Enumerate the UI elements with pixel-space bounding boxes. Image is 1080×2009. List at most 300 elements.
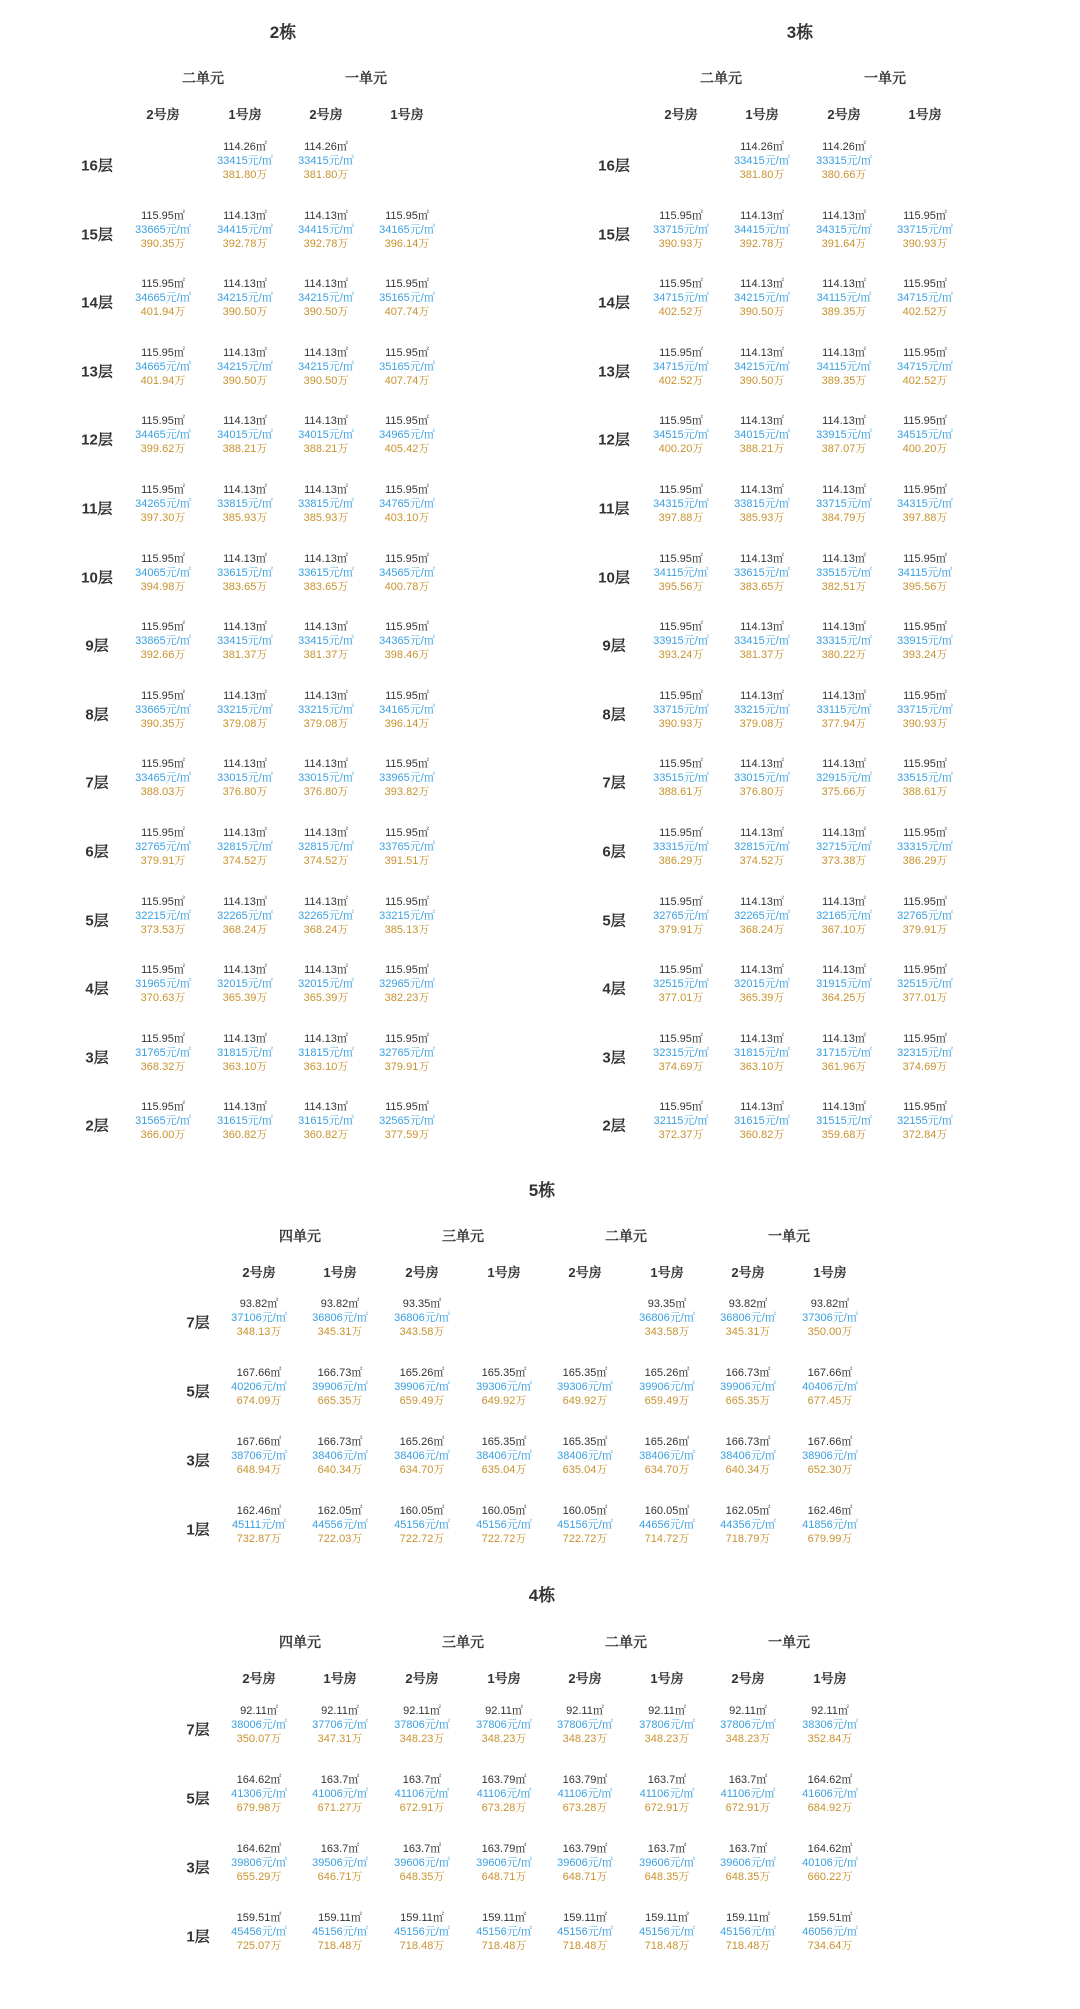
area-value: 115.95㎡ (385, 827, 429, 839)
total-price-value: 390.50万 (739, 306, 785, 319)
total-price-value: 390.93万 (902, 237, 948, 250)
total-price-value: 370.63万 (140, 992, 186, 1005)
area-value: 165.26㎡ (399, 1367, 445, 1379)
room-header: 1号房 (813, 1671, 847, 1686)
area-value: 115.95㎡ (903, 209, 947, 222)
area-value: 115.95㎡ (141, 689, 185, 702)
unit-cell (780, 1842, 880, 1884)
unit-price-value: 33615元/㎡ (298, 566, 354, 579)
total-price-value: 634.70万 (399, 1464, 445, 1476)
area-value: 166.73㎡ (317, 1436, 363, 1448)
floor-label: 6层 (602, 843, 626, 861)
area-value: 114.13㎡ (223, 689, 267, 702)
total-price-value: 366.00万 (140, 1129, 186, 1142)
room-header: 1号房 (745, 107, 779, 122)
total-price-value: 377.01万 (658, 992, 704, 1005)
area-value: 115.95㎡ (141, 346, 185, 359)
unit-cell (357, 1100, 457, 1142)
total-price-value: 718.48万 (399, 1940, 445, 1952)
floor-label: 4层 (85, 980, 109, 998)
floor-label: 7层 (85, 774, 109, 792)
area-value: 114.13㎡ (822, 552, 866, 565)
unit-price-value: 33415元/㎡ (217, 635, 273, 648)
total-price-value: 393.82万 (384, 786, 430, 799)
unit-price-value: 31565元/㎡ (135, 1115, 191, 1128)
unit-price-value: 33615元/㎡ (734, 566, 790, 579)
total-price-value: 379.91万 (658, 923, 704, 936)
total-price-value: 385.93万 (222, 512, 268, 524)
unit-price-value: 35165元/㎡ (379, 360, 435, 373)
unit-price-value: 33915元/㎡ (816, 429, 872, 442)
unit-price-value: 31965元/㎡ (135, 978, 191, 991)
total-price-value: 377.01万 (902, 992, 948, 1005)
area-value: 115.95㎡ (903, 1101, 947, 1114)
floor-label: 1层 (186, 1521, 210, 1539)
unit-price-value: 45156元/㎡ (394, 1926, 450, 1938)
unit-price-value: 38406元/㎡ (394, 1450, 450, 1462)
unit-price-value: 34415元/㎡ (217, 223, 273, 236)
area-value: 163.7㎡ (647, 1843, 687, 1855)
area-value: 163.7㎡ (728, 1774, 768, 1786)
unit-price-value: 37806元/㎡ (394, 1719, 450, 1731)
total-price-value: 734.64万 (807, 1940, 853, 1952)
area-value: 165.35㎡ (481, 1367, 527, 1379)
floor-label: 2层 (602, 1117, 626, 1135)
unit-price-value: 32765元/㎡ (653, 909, 709, 922)
unit-price-value: 31615元/㎡ (298, 1115, 354, 1128)
unit-price-value: 39906元/㎡ (312, 1381, 368, 1393)
total-price-value: 348.13万 (236, 1326, 282, 1338)
area-value: 114.13㎡ (304, 209, 348, 222)
area-value: 115.95㎡ (141, 827, 185, 839)
unit-cell (780, 1435, 880, 1477)
area-value: 115.95㎡ (385, 552, 429, 565)
unit-price-value: 33715元/㎡ (897, 703, 953, 716)
area-value: 160.05㎡ (562, 1505, 608, 1517)
total-price-value: 407.74万 (384, 306, 430, 319)
total-price-value: 376.80万 (739, 786, 785, 799)
total-price-value: 348.23万 (399, 1733, 445, 1745)
total-price-value: 388.61万 (658, 786, 704, 799)
total-price-value: 648.35万 (644, 1871, 690, 1883)
unit-cell (875, 483, 975, 525)
unit-price-value: 32765元/㎡ (135, 841, 191, 853)
unit-header: 三单元 (442, 1228, 484, 1244)
area-value: 115.95㎡ (659, 621, 703, 634)
unit-cell (875, 1032, 975, 1074)
room-header: 1号房 (650, 1265, 684, 1280)
unit-header: 一单元 (768, 1228, 810, 1244)
total-price-value: 718.48万 (562, 1940, 608, 1952)
floor-label: 8层 (602, 706, 626, 724)
unit-price-value: 34215元/㎡ (298, 360, 354, 373)
unit-price-value: 39606元/㎡ (720, 1857, 776, 1869)
unit-price-value: 32015元/㎡ (217, 978, 273, 991)
floor-label: 7层 (186, 1314, 210, 1332)
area-value: 114.13㎡ (740, 278, 784, 291)
area-value: 165.35㎡ (481, 1436, 527, 1448)
unit-price-value: 33965元/㎡ (379, 772, 435, 785)
unit-cell (276, 140, 376, 182)
total-price-value: 392.78万 (739, 237, 785, 250)
unit-price-value: 40106元/㎡ (802, 1857, 858, 1869)
unit-price-value: 32515元/㎡ (653, 978, 709, 991)
total-price-value: 383.65万 (303, 580, 349, 593)
unit-header: 一单元 (345, 70, 387, 86)
total-price-value: 397.88万 (902, 512, 948, 524)
total-price-value: 684.92万 (807, 1802, 853, 1814)
room-header: 2号房 (309, 107, 343, 122)
unit-price-value: 38406元/㎡ (557, 1450, 613, 1462)
unit-price-value: 45156元/㎡ (557, 1926, 613, 1938)
total-price-value: 372.37万 (658, 1129, 704, 1142)
area-value: 114.13㎡ (740, 621, 784, 634)
unit-price-value: 45156元/㎡ (476, 1926, 532, 1938)
total-price-value: 407.74万 (384, 374, 430, 387)
total-price-value: 360.82万 (303, 1129, 349, 1142)
total-price-value: 376.80万 (222, 786, 268, 799)
total-price-value: 368.32万 (140, 1060, 186, 1073)
total-price-value: 373.38万 (821, 855, 867, 867)
total-price-value: 635.04万 (562, 1464, 608, 1476)
area-value: 92.11㎡ (485, 1705, 523, 1717)
area-value: 115.95㎡ (659, 484, 703, 496)
unit-header: 二单元 (605, 1634, 647, 1650)
area-value: 115.95㎡ (659, 758, 703, 771)
unit-price-value: 34665元/㎡ (135, 292, 191, 305)
total-price-value: 390.50万 (739, 374, 785, 387)
floor-label: 7层 (186, 1721, 210, 1739)
total-price-value: 722.03万 (317, 1533, 363, 1545)
unit-price-value: 34315元/㎡ (653, 498, 709, 510)
unit-price-value: 40406元/㎡ (802, 1381, 858, 1393)
total-price-value: 363.10万 (739, 1060, 785, 1073)
area-value: 114.13㎡ (223, 552, 267, 565)
area-value: 92.11㎡ (566, 1705, 604, 1717)
total-price-value: 380.66万 (821, 169, 867, 181)
unit-price-value: 33515元/㎡ (653, 772, 709, 785)
total-price-value: 665.35万 (725, 1395, 771, 1407)
room-header: 2号房 (405, 1671, 439, 1686)
area-value: 115.95㎡ (903, 1032, 947, 1045)
total-price-value: 381.37万 (303, 649, 349, 662)
unit-price-value: 40206元/㎡ (231, 1381, 287, 1393)
total-price-value: 722.72万 (399, 1533, 445, 1545)
total-price-value: 400.78万 (384, 580, 430, 593)
total-price-value: 388.03万 (140, 786, 186, 799)
area-value: 115.95㎡ (385, 964, 429, 977)
area-value: 114.13㎡ (223, 895, 267, 908)
unit-header: 四单元 (279, 1228, 321, 1244)
area-value: 164.62㎡ (807, 1843, 853, 1855)
area-value: 115.95㎡ (903, 278, 947, 291)
area-value: 114.13㎡ (822, 964, 866, 977)
unit-price-value: 36806元/㎡ (312, 1312, 368, 1324)
area-value: 163.79㎡ (481, 1774, 527, 1786)
floor-label: 11层 (598, 500, 630, 518)
unit-price-value: 33715元/㎡ (653, 223, 709, 236)
unit-price-value: 41106元/㎡ (557, 1788, 613, 1800)
area-value: 114.13㎡ (223, 758, 267, 771)
area-value: 92.11㎡ (648, 1705, 686, 1717)
floor-label: 10层 (598, 569, 630, 587)
total-price-value: 679.98万 (236, 1802, 282, 1814)
total-price-value: 377.94万 (821, 717, 867, 730)
total-price-value: 382.51万 (821, 580, 867, 593)
area-value: 114.13㎡ (822, 484, 866, 496)
unit-cell (875, 620, 975, 662)
area-value: 159.51㎡ (236, 1912, 282, 1924)
unit-price-value: 31815元/㎡ (217, 1046, 273, 1059)
area-value: 114.13㎡ (223, 346, 267, 359)
total-price-value: 403.10万 (384, 512, 430, 524)
unit-price-value: 33765元/㎡ (379, 841, 435, 853)
total-price-value: 379.08万 (739, 717, 785, 730)
total-price-value: 655.29万 (236, 1871, 282, 1883)
total-price-value: 648.94万 (236, 1464, 282, 1476)
area-value: 114.13㎡ (304, 552, 348, 565)
area-value: 114.13㎡ (822, 278, 866, 291)
area-value: 162.05㎡ (725, 1505, 771, 1517)
area-value: 160.05㎡ (399, 1505, 445, 1517)
unit-price-value: 34215元/㎡ (298, 292, 354, 305)
unit-price-value: 33015元/㎡ (298, 772, 354, 785)
area-value: 115.95㎡ (385, 346, 429, 359)
unit-price-value: 34215元/㎡ (217, 292, 273, 305)
unit-cell (357, 963, 457, 1005)
unit-price-value: 34265元/㎡ (135, 498, 191, 510)
total-price-value: 718.79万 (725, 1533, 771, 1545)
total-price-value: 640.34万 (317, 1464, 363, 1476)
unit-price-value: 33915元/㎡ (897, 635, 953, 648)
unit-price-value: 32815元/㎡ (298, 841, 354, 853)
unit-price-value: 34365元/㎡ (379, 635, 435, 648)
floor-label: 16层 (598, 157, 630, 175)
floor-label: 12层 (81, 431, 113, 449)
floor-label: 15层 (81, 226, 113, 244)
area-value: 163.7㎡ (402, 1843, 442, 1855)
unit-cell (875, 346, 975, 388)
unit-price-value: 34315元/㎡ (816, 223, 872, 236)
unit-price-value: 39906元/㎡ (720, 1381, 776, 1393)
unit-price-value: 45156元/㎡ (394, 1519, 450, 1531)
unit-price-value: 33415元/㎡ (734, 155, 790, 167)
unit-price-value: 32115元/㎡ (653, 1115, 709, 1128)
total-price-value: 343.58万 (399, 1326, 445, 1338)
unit-price-value: 33115元/㎡ (816, 703, 872, 716)
unit-price-value: 39906元/㎡ (639, 1381, 695, 1393)
unit-price-value: 37806元/㎡ (557, 1719, 613, 1731)
total-price-value: 381.80万 (739, 169, 785, 181)
total-price-value: 391.64万 (821, 237, 867, 250)
total-price-value: 379.91万 (902, 923, 948, 936)
area-value: 114.13㎡ (223, 621, 267, 634)
total-price-value: 677.45万 (807, 1395, 853, 1407)
total-price-value: 365.39万 (739, 992, 785, 1005)
unit-price-value: 36806元/㎡ (394, 1312, 450, 1324)
unit-cell (875, 895, 975, 937)
unit-header: 二单元 (700, 70, 742, 86)
room-header: 1号房 (487, 1265, 521, 1280)
area-value: 159.11㎡ (400, 1912, 444, 1924)
unit-price-value: 38406元/㎡ (312, 1450, 368, 1462)
unit-price-value: 33615元/㎡ (217, 566, 273, 579)
unit-price-value: 38406元/㎡ (639, 1450, 695, 1462)
total-price-value: 368.24万 (303, 923, 349, 936)
total-price-value: 649.92万 (562, 1395, 608, 1407)
unit-price-value: 33715元/㎡ (897, 223, 953, 236)
area-value: 162.46㎡ (236, 1505, 282, 1517)
unit-price-value: 33515元/㎡ (897, 772, 953, 785)
area-value: 114.13㎡ (304, 689, 348, 702)
floor-label: 5层 (85, 912, 109, 930)
area-value: 114.13㎡ (822, 1101, 866, 1114)
total-price-value: 400.20万 (658, 443, 704, 456)
room-header: 1号房 (323, 1671, 357, 1686)
total-price-value: 368.24万 (222, 923, 268, 936)
total-price-value: 402.52万 (902, 374, 948, 387)
total-price-value: 394.98万 (140, 580, 186, 593)
unit-price-value: 38406元/㎡ (720, 1450, 776, 1462)
total-price-value: 375.66万 (821, 786, 867, 799)
unit-price-value: 33665元/㎡ (135, 223, 191, 236)
area-value: 163.7㎡ (402, 1774, 442, 1786)
area-value: 115.95㎡ (141, 964, 185, 977)
unit-price-value: 39606元/㎡ (639, 1857, 695, 1869)
total-price-value: 390.93万 (658, 237, 704, 250)
unit-cell (357, 757, 457, 799)
total-price-value: 345.31万 (317, 1326, 363, 1338)
unit-price-value: 33215元/㎡ (217, 703, 273, 716)
unit-price-value: 38006元/㎡ (231, 1719, 287, 1731)
total-price-value: 360.82万 (739, 1129, 785, 1142)
total-price-value: 381.80万 (222, 169, 268, 181)
unit-price-value: 41106元/㎡ (639, 1788, 695, 1800)
area-value: 114.13㎡ (304, 1032, 348, 1045)
unit-price-value: 31765元/㎡ (135, 1046, 191, 1059)
room-header: 1号房 (813, 1265, 847, 1280)
area-value: 114.13㎡ (304, 758, 348, 771)
unit-price-value: 37306元/㎡ (802, 1312, 858, 1324)
total-price-value: 648.35万 (399, 1871, 445, 1883)
area-value: 114.26㎡ (223, 141, 267, 153)
unit-price-value: 32715元/㎡ (816, 841, 872, 853)
unit-price-value: 39606元/㎡ (394, 1857, 450, 1869)
area-value: 115.95㎡ (659, 827, 703, 839)
area-value: 159.51㎡ (807, 1912, 853, 1924)
floor-label: 15层 (598, 226, 630, 244)
unit-price-value: 39606元/㎡ (476, 1857, 532, 1869)
area-value: 93.82㎡ (728, 1298, 768, 1310)
total-price-value: 385.93万 (739, 512, 785, 524)
building-title: 3栋 (786, 23, 814, 42)
total-price-value: 395.56万 (658, 580, 704, 593)
unit-cell (357, 277, 457, 319)
total-price-value: 365.39万 (222, 992, 268, 1005)
room-header: 2号房 (405, 1265, 439, 1280)
floor-label: 8层 (85, 706, 109, 724)
unit-price-value: 33915元/㎡ (653, 635, 709, 648)
area-value: 115.95㎡ (659, 415, 703, 428)
unit-price-value: 34015元/㎡ (734, 429, 790, 442)
unit-price-value: 33015元/㎡ (217, 772, 273, 785)
building-title: 2栋 (269, 23, 297, 42)
total-price-value: 660.22万 (807, 1871, 853, 1883)
floor-label: 9层 (85, 637, 109, 655)
area-value: 93.82㎡ (810, 1298, 850, 1310)
unit-price-value: 33715元/㎡ (816, 498, 872, 510)
area-value: 115.95㎡ (385, 209, 429, 222)
total-price-value: 379.91万 (140, 855, 186, 867)
area-value: 114.13㎡ (740, 964, 784, 977)
total-price-value: 398.46万 (384, 649, 430, 662)
area-value: 114.26㎡ (822, 141, 866, 153)
area-value: 92.11㎡ (240, 1705, 278, 1717)
area-value: 115.95㎡ (903, 964, 947, 977)
room-header: 2号房 (568, 1671, 602, 1686)
unit-price-value: 33215元/㎡ (379, 909, 435, 922)
total-price-value: 401.94万 (140, 374, 186, 387)
unit-price-value: 31815元/㎡ (298, 1046, 354, 1059)
total-price-value: 722.72万 (481, 1533, 527, 1545)
total-price-value: 648.71万 (562, 1871, 608, 1883)
unit-price-value: 44556元/㎡ (312, 1519, 368, 1531)
total-price-value: 389.35万 (821, 374, 867, 387)
unit-price-value: 33215元/㎡ (734, 703, 790, 716)
area-value: 114.13㎡ (740, 689, 784, 702)
unit-price-value: 33465元/㎡ (135, 772, 191, 785)
area-value: 114.13㎡ (822, 1032, 866, 1045)
area-value: 114.13㎡ (304, 484, 348, 496)
unit-price-value: 33815元/㎡ (298, 498, 354, 510)
floor-label: 3层 (186, 1452, 210, 1470)
area-value: 93.82㎡ (239, 1298, 279, 1310)
unit-price-value: 37106元/㎡ (231, 1312, 287, 1324)
unit-price-value: 32015元/㎡ (734, 978, 790, 991)
area-value: 115.95㎡ (385, 895, 429, 908)
area-value: 114.13㎡ (822, 758, 866, 771)
unit-price-value: 34215元/㎡ (734, 360, 790, 373)
unit-price-value: 35165元/㎡ (379, 292, 435, 305)
total-price-value: 374.69万 (902, 1060, 948, 1073)
area-value: 164.62㎡ (807, 1774, 853, 1786)
unit-price-value: 34165元/㎡ (379, 703, 435, 716)
unit-price-value: 32765元/㎡ (897, 909, 953, 922)
total-price-value: 348.23万 (562, 1733, 608, 1745)
total-price-value: 373.53万 (140, 923, 186, 936)
total-price-value: 395.56万 (902, 580, 948, 593)
unit-price-value: 38706元/㎡ (231, 1450, 287, 1462)
total-price-value: 649.92万 (481, 1395, 527, 1407)
total-price-value: 388.61万 (902, 786, 948, 799)
area-value: 114.13㎡ (223, 964, 267, 977)
unit-price-value: 34715元/㎡ (653, 292, 709, 305)
unit-cell (357, 1032, 457, 1074)
area-value: 115.95㎡ (659, 1032, 703, 1045)
area-value: 115.95㎡ (903, 895, 947, 908)
area-value: 115.95㎡ (903, 827, 947, 839)
unit-price-value: 33315元/㎡ (653, 841, 709, 853)
total-price-value: 376.80万 (303, 786, 349, 799)
unit-cell (875, 414, 975, 456)
unit-price-value: 33865元/㎡ (135, 635, 191, 648)
area-value: 115.95㎡ (659, 895, 703, 908)
total-price-value: 387.07万 (821, 443, 867, 456)
area-value: 115.95㎡ (141, 1032, 185, 1045)
area-value: 163.79㎡ (562, 1774, 608, 1786)
total-price-value: 402.52万 (658, 374, 704, 387)
floor-label: 16层 (81, 157, 113, 175)
